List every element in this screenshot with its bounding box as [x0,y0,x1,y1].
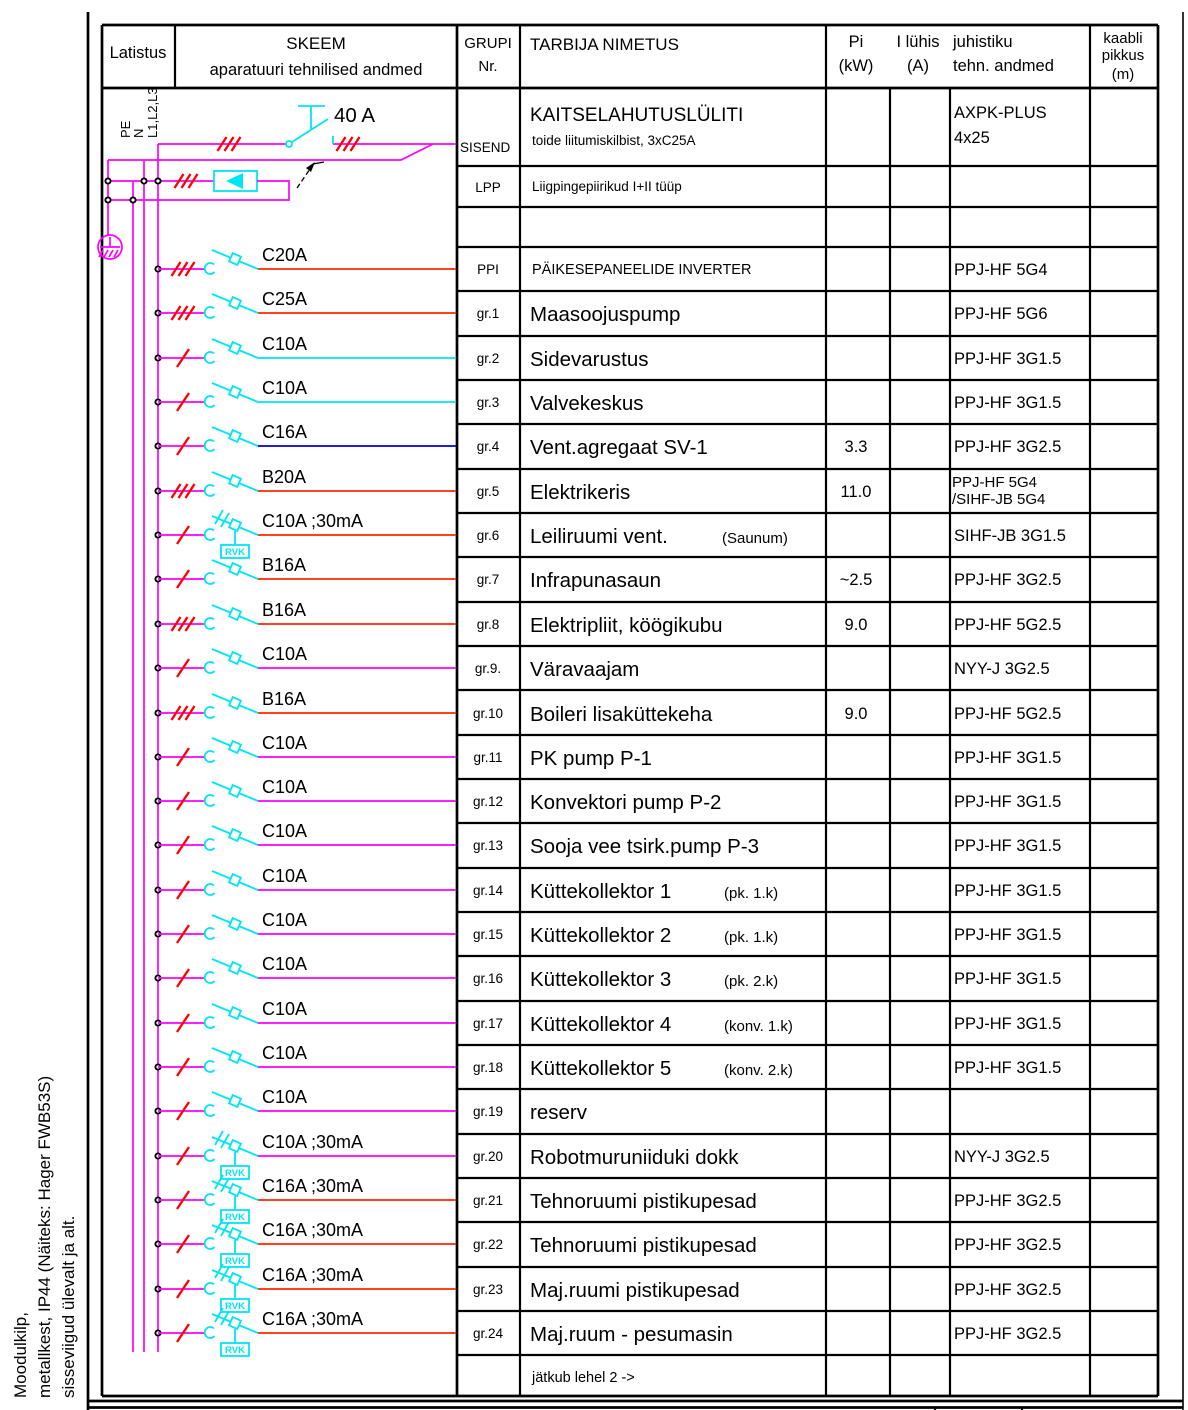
row-cable: PPJ-HF 3G1.5 [954,749,1062,767]
row-cable: PPJ-HF 3G2.5 [954,438,1062,456]
rvk-label: RVK [225,1212,245,1223]
row-cable: PPJ-HF 3G2.5 [954,1236,1062,1254]
rvk-label: RVK [225,1345,245,1356]
side-note [11,1076,78,1398]
row-cable: PPJ-HF 5G4 [952,474,1038,491]
row-id: gr.7 [476,572,500,587]
circuit-gr22 [155,1219,456,1267]
continuation-note: jätkub lehel 2 -> [532,1370,635,1386]
circuit-gr17 [155,999,456,1032]
breaker-rating: B20A [262,467,307,487]
breaker-rating: C25A [262,289,308,309]
row-name: reserv [530,1101,587,1124]
row-cable-2: 4x25 [954,129,990,147]
row-name: PK pump P-1 [530,747,652,770]
row-sub: (pk. 2.k) [724,973,779,990]
circuit-gr9 [155,644,456,677]
row-sub: (pk. 1.k) [724,929,779,946]
circuit-gr18 [155,1043,456,1076]
breaker-rating: C10A ;30mA [262,1132,364,1152]
circuit-ppi [155,245,456,276]
circuit-gr12 [155,777,456,810]
row-sub: (konv. 1.k) [724,1018,793,1035]
rvk-label: RVK [225,1301,245,1312]
row-name: Sidevarustus [530,348,649,371]
header-kaabli-unit: (m) [1111,66,1135,83]
row-id: gr.24 [472,1326,504,1341]
row-name: Elektrikeris [530,481,631,504]
circuit-gr19 [155,1087,456,1120]
circuit-gr6 [155,510,456,558]
breaker-rating: C16A ;30mA [262,1176,364,1196]
circuit-gr8 [155,600,456,631]
header-juhistiku: juhistiku [953,33,1013,51]
row-name: Konvektori pump P-2 [530,791,722,814]
row-sub: (konv. 2.k) [724,1062,793,1079]
row-cable: PPJ-HF 3G2.5 [954,1325,1062,1343]
row-id: gr.2 [476,351,500,366]
row-cable: PPJ-HF 3G1.5 [954,1059,1062,1077]
row-id: gr.19 [472,1104,504,1119]
rvk-label: RVK [225,547,245,558]
row-id: gr.6 [476,528,500,543]
row-id: gr.21 [472,1193,504,1208]
row-cable: PPJ-HF 3G1.5 [954,394,1062,412]
row-id: gr.10 [472,706,504,721]
row-name: Tehnoruumi pistikupesad [530,1234,757,1257]
breaker-rating: C10A [262,866,308,886]
row-name: Liigpingepiirikud I+II tüüp [532,179,682,194]
row-id: gr.11 [473,750,503,765]
row-name: Küttekollektor 4 [530,1013,672,1036]
row-sub: (pk. 1.k) [724,885,779,902]
breaker-rating: C10A [262,378,308,398]
earth-symbol-icon [98,235,122,259]
row-name: Küttekollektor 3 [530,968,672,991]
header-pi-unit: (kW) [838,57,874,75]
row-id: gr.5 [476,484,500,499]
table-rows [460,104,1066,1386]
row-id: gr.4 [476,439,500,454]
row-name: PÄIKESEPANEELIDE INVERTER [532,262,752,278]
row-id: gr.15 [472,927,504,942]
row-name: Vent.agregaat SV-1 [530,436,708,459]
row-name: Leiliruumi vent. [530,525,668,548]
side-note-line-2: metallkest, IP44 (Näiteks: Hager FWB53S) [35,1075,54,1398]
row-id: gr.14 [472,883,504,898]
row-name: Maj.ruum - pesumasin [530,1323,733,1346]
row-id: gr.18 [472,1060,504,1075]
row-cable: PPJ-HF 5G2.5 [954,705,1062,723]
row-cable: PPJ-HF 3G1.5 [954,882,1062,900]
row-cable: SIHF-JB 3G1.5 [954,527,1066,545]
row-name: Sooja vee tsirk.pump P-3 [530,835,760,858]
breaker-rating: C10A [262,910,308,930]
row-name: KAITSELAHUTUSLÜLITI [530,105,744,126]
row-name: Küttekollektor 5 [530,1057,672,1080]
row-cable: NYY-J 3G2.5 [954,1148,1050,1166]
circuit-gr14 [155,866,456,899]
breaker-rating: C20A [262,245,308,265]
circuit-gr23 [155,1264,456,1312]
circuit-gr24 [155,1308,456,1356]
breaker-rating: C16A ;30mA [262,1309,364,1329]
row-cable: PPJ-HF 3G2.5 [954,1281,1062,1299]
row-name: Väravaajam [530,658,640,681]
header-grupi-nr: Nr. [478,58,498,75]
breaker-rating: C16A [262,422,308,442]
circuit-gr11 [155,733,456,766]
header-grupi: GRUPI [464,35,512,52]
row-name: Maasoojuspump [530,303,681,326]
circuit-gr3 [155,378,456,411]
row-name: Küttekollektor 2 [530,924,672,947]
side-note-line-1: Moodulkilp, [11,1312,30,1398]
breaker-rating: C16A ;30mA [262,1265,364,1285]
breaker-rating: C10A [262,777,308,797]
row-id: LPP [475,180,501,195]
row-sub: toide liitumiskilbist, 3xC25A [532,133,696,148]
row-cable: PPJ-HF 3G1.5 [954,350,1062,368]
row-id: gr.20 [472,1149,504,1164]
circuit-gr21 [155,1175,456,1223]
header-juhistiku-sub: tehn. andmed [953,57,1054,75]
circuit-gr20 [155,1131,456,1179]
header-iluhis-unit: (A) [907,57,929,75]
row-name: Boileri lisaküttekeha [530,703,713,726]
row-pi: 9.0 [844,616,868,634]
row-cable: PPJ-HF 3G1.5 [954,926,1062,944]
circuit-gr5 [155,467,456,498]
breaker-rating: C10A [262,733,308,753]
row-cable: PPJ-HF 3G1.5 [954,1015,1062,1033]
breaker-rating: C10A [262,334,308,354]
row-id: PPI [477,262,499,277]
row-id: gr.1 [476,306,500,321]
breaker-rating: B16A [262,555,307,575]
circuit-gr7 [155,555,456,588]
row-id: gr.22 [472,1237,504,1252]
header-skeem: SKEEM [286,34,346,53]
breaker-rating: C10A [262,954,308,974]
breaker-rating: C10A [262,999,308,1019]
breaker-rating: B16A [262,689,307,709]
row-pi: 9.0 [844,705,868,723]
row-sub: (Saunum) [722,530,788,547]
row-pi: 3.3 [844,438,868,456]
breaker-rating: C16A ;30mA [262,1220,364,1240]
table-header [110,30,1145,83]
header-kaabli-2: pikkus [1101,47,1145,64]
row-name: Infrapunasaun [530,569,662,592]
row-cable: PPJ-HF 3G1.5 [954,970,1062,988]
row-cable: NYY-J 3G2.5 [954,660,1050,678]
header-latistus: Latistus [109,44,167,62]
circuit-gr15 [155,910,456,943]
row-id: SISEND [460,140,511,155]
row-id: gr.8 [476,617,500,632]
circuit-gr2 [155,334,456,367]
bus-label-l123: L1,L2,L3 [145,87,160,138]
row-cable: PPJ-HF 3G1.5 [954,793,1062,811]
row-cable: PPJ-HF 3G2.5 [954,571,1062,589]
circuit-gr16 [155,954,456,987]
breaker-rating: C10A [262,644,308,664]
annotation-arrow-icon [297,162,324,188]
rvk-label: RVK [225,1168,245,1179]
circuit-gr13 [155,821,456,854]
row-id: gr.13 [472,838,504,853]
row-cable: PPJ-HF 5G2.5 [954,616,1062,634]
row-name: Tehnoruumi pistikupesad [530,1190,757,1213]
bus-system [108,87,456,1352]
row-id: gr.3 [476,395,500,410]
circuit-gr10 [155,689,456,720]
row-name: Maj.ruumi pistikupesad [530,1279,740,1302]
circuit-gr1 [155,289,456,320]
row-cable: PPJ-HF 3G1.5 [954,837,1062,855]
main-switch-rating: 40 A [334,104,376,127]
row-id: gr.16 [472,971,504,986]
row-pi: 11.0 [840,483,872,501]
row-id: gr.9. [474,661,502,676]
row-id: gr.17 [472,1016,504,1031]
breaker-rating: C10A [262,821,308,841]
breaker-rating: C10A [262,1043,308,1063]
row-cable: PPJ-HF 5G6 [954,305,1048,323]
header-iluhis: I lühis [896,33,940,51]
circuit-gr4 [155,422,456,455]
bus-label-n: N [131,128,146,138]
row-name: Robotmuruniiduki dokk [530,1146,739,1169]
row-cable: PPJ-HF 3G2.5 [954,1192,1062,1210]
bus-label-pe: PE [118,120,133,138]
row-name: Elektripliit, köögikubu [530,614,723,637]
breaker-rating: C10A [262,1087,308,1107]
header-tarbija: TARBIJA NIMETUS [530,35,679,54]
header-skeem-sub: aparatuuri tehnilised andmed [209,61,423,79]
row-name: Küttekollektor 1 [530,880,672,903]
breaker-rating: C10A ;30mA [262,511,364,531]
header-pi: Pi [848,33,864,51]
row-pi: ~2.5 [839,571,873,589]
side-note-line-3: sisseviigud ülevalt ja alt. [59,1215,78,1398]
row-id: gr.12 [472,794,504,809]
row-name: Valvekeskus [530,392,644,415]
breaker-rating: B16A [262,600,307,620]
row-id: gr.23 [472,1282,504,1297]
row-cable: PPJ-HF 5G4 [954,261,1048,279]
header-kaabli: kaabli [1103,30,1143,47]
row-cable: AXPK-PLUS [954,104,1047,122]
rvk-label: RVK [225,1256,245,1267]
row-cable-2: /SIHF-JB 5G4 [952,491,1046,508]
